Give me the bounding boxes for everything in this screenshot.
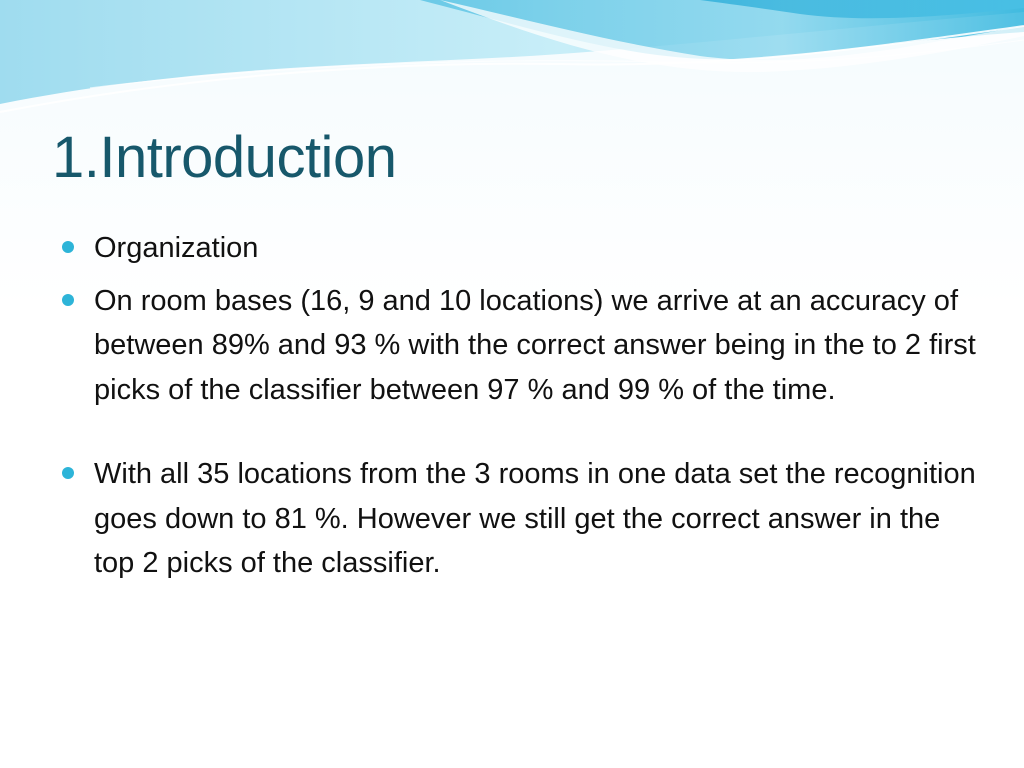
bullet-text: Organization [94,232,259,264]
bullet-item-all-locations [60,452,980,586]
bullet-dot-icon [62,294,74,306]
bullet-item-room-accuracy [60,279,980,413]
bullet-dot-icon [62,241,74,253]
bullet-text: With all 35 locations from the 3 rooms in one data set the recognition goes down to 81 %. However we still get the correct answer in the top 2 picks of the classifier. [94,458,976,579]
bullet-item-organization [60,226,980,271]
bullet-text: On room bases (16, 9 and 10 locations) we arrive at an accuracy of between 89% and 93 % with the correct answer being in the to 2 first picks of the classifier between 97 % and 99 % of the time. [94,284,976,406]
bullet-list [60,226,980,586]
slide-title: 1.Introduction [52,125,397,190]
bullet-dot-icon [62,467,74,479]
wave-banner [0,0,1024,120]
